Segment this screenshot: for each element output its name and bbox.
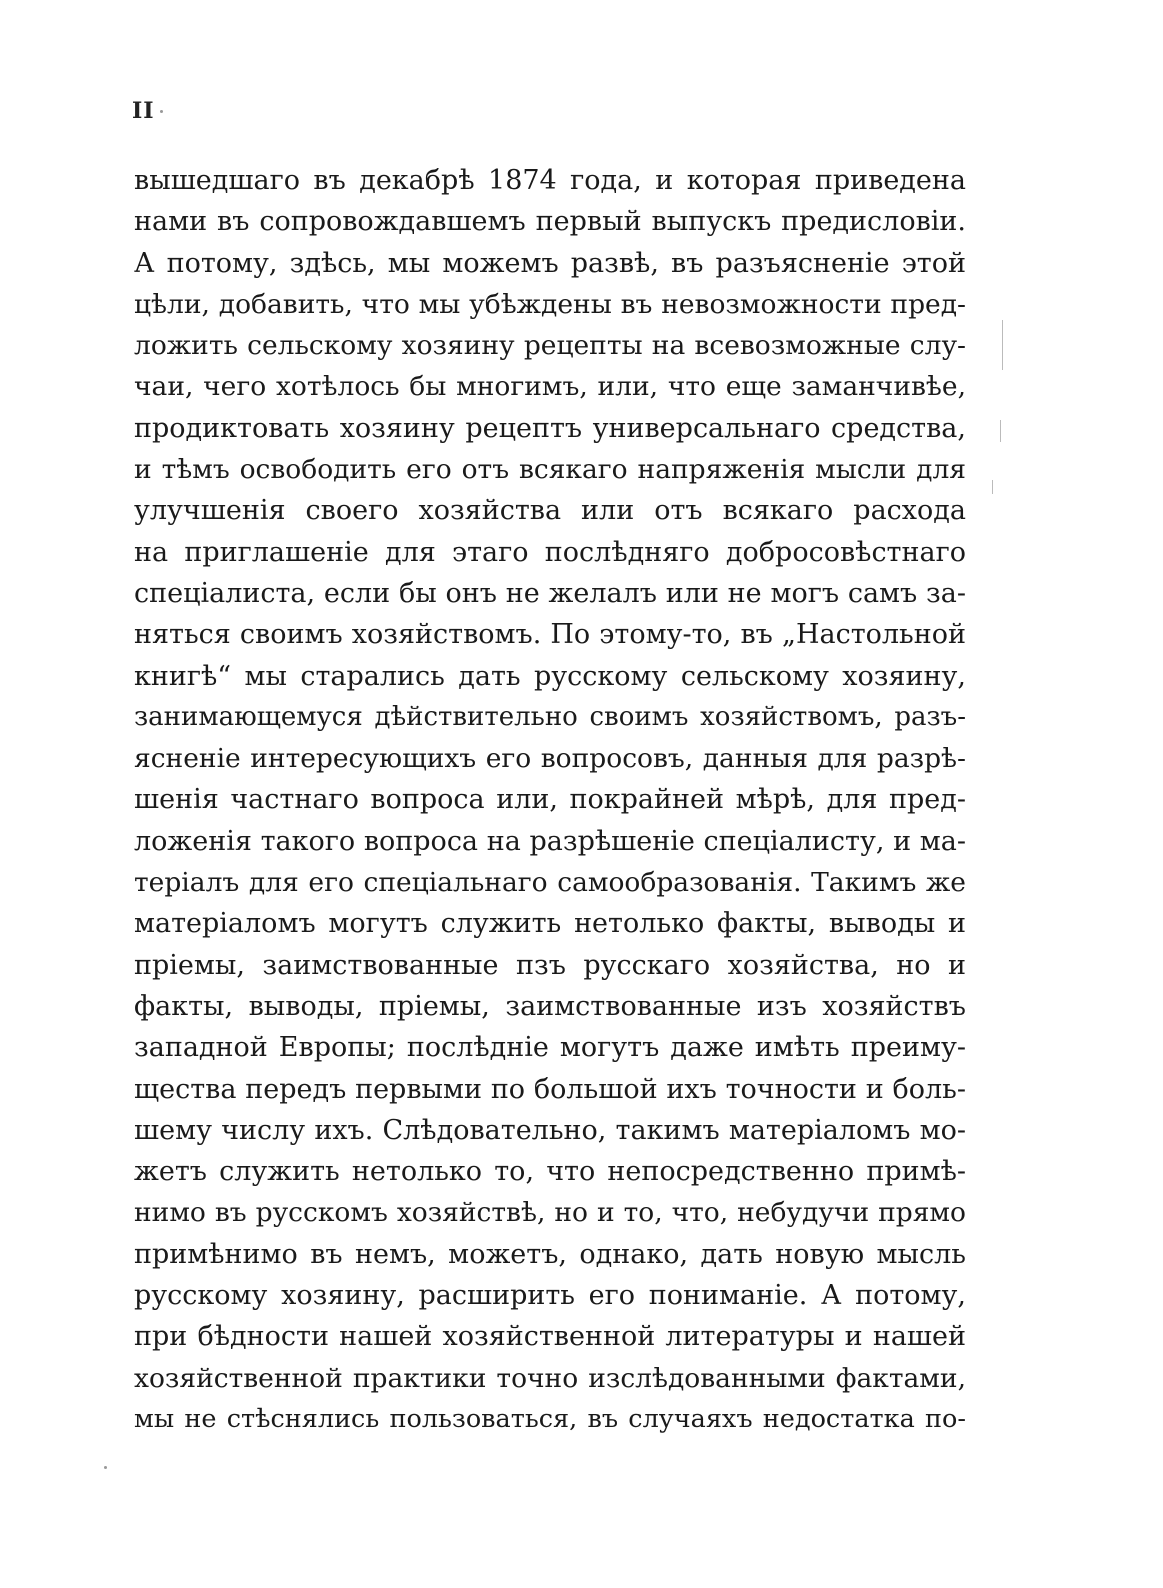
text-line: продиктовать хозяину рецептъ универсальнаго средства,: [134, 412, 966, 444]
text-line: ясненіе интересующихъ его вопросовъ, данныя для разрѣ-: [134, 743, 966, 775]
text-line: ложить сельскому хозяину рецепты на всевозможные слу-: [134, 330, 966, 362]
text-line: улучшенія своего хозяйства или отъ всякаго расхода: [134, 495, 966, 527]
text-line: чаи, чего хотѣлось бы многимъ, или, что еще заманчивѣе,: [134, 371, 966, 403]
body-text: [134, 160, 966, 1440]
text-line: няться своимъ хозяйствомъ. По этому-то, въ „Настольной: [134, 619, 966, 651]
text-line: и тѣмъ освободить его отъ всякаго напряженія мысли для: [134, 454, 966, 486]
text-line: вышедшаго въ декабрѣ 1874 года, и которая приведена: [134, 165, 966, 196]
text-line: книгѣ“ мы старались дать русскому сельскому хозяину,: [134, 660, 966, 692]
text-line: западной Европы; послѣдніе могутъ даже имѣть преиму-: [134, 1032, 966, 1064]
text-line: щества передъ первыми по большой ихъ точности и боль-: [134, 1073, 966, 1105]
text-line: примѣнимо въ немъ, можетъ, однако, дать новую мысль: [134, 1238, 966, 1270]
page-number: II: [132, 98, 155, 124]
text-line: пріемы, заимствованные пзъ русскаго хозяйства, но и: [134, 949, 966, 981]
text-line: шенія частнаго вопроса или, покрайней мѣрѣ, для пред-: [134, 784, 966, 816]
text-line: при бѣдности нашей хозяйственной литературы и нашей: [134, 1321, 966, 1353]
text-line: цѣли, добавить, что мы убѣждены въ невозможности пред-: [134, 288, 966, 320]
text-line: нами въ сопровождавшемъ первый выпускъ предисловіи.: [134, 206, 966, 238]
scan-artifact: [1002, 320, 1003, 370]
text-line: ложенія такого вопроса на разрѣшеніе спеціалисту, и ма-: [134, 825, 966, 857]
text-line: хозяйственной практики точно изслѣдованными фактами,: [134, 1362, 966, 1394]
text-line: шему числу ихъ. Слѣдовательно, такимъ матеріаломъ мо-: [134, 1114, 966, 1146]
text-line: мы не стѣснялись пользоваться, въ случаяхъ недостатка по-: [134, 1403, 966, 1434]
text-line: факты, выводы, пріемы, заимствованные изъ хозяйствъ: [134, 990, 966, 1022]
text-line: матеріаломъ могутъ служить нетолько факты, выводы и: [134, 908, 966, 940]
text-line: на приглашеніе для этаго послѣдняго добросовѣстнаго: [134, 536, 966, 568]
text-line: русскому хозяину, расширить его пониманіе. А потому,: [134, 1280, 966, 1312]
text-line: А потому, здѣсь, мы можемъ развѣ, въ разъясненіе этой: [134, 247, 966, 279]
scan-artifact: [1000, 420, 1001, 442]
scan-artifact: [992, 480, 993, 494]
text-line: жетъ служить нетолько то, что непосредственно примѣ-: [134, 1156, 966, 1188]
text-line: спеціалиста, если бы онъ не желалъ или не могъ самъ за-: [134, 577, 966, 609]
scan-speck: [160, 110, 163, 113]
text-line: нимо въ русскомъ хозяйствѣ, но и то, что, небудучи прямо: [134, 1197, 966, 1229]
scan-speck: [104, 1466, 107, 1469]
text-line: занимающемуся дѣйствительно своимъ хозяйствомъ, разъ-: [134, 701, 966, 732]
text-line: теріалъ для его спеціальнаго самообразованія. Такимъ же: [134, 867, 966, 899]
